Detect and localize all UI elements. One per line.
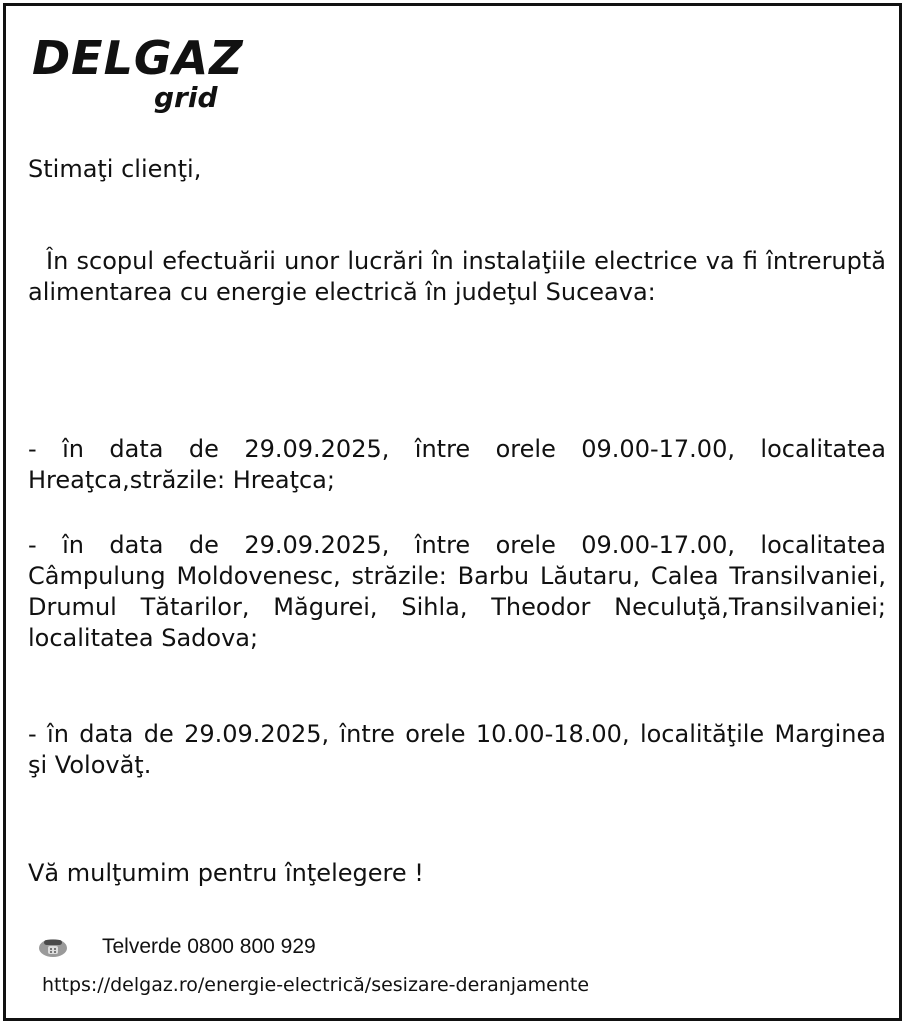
greeting: Stimaţi clienţi, bbox=[28, 155, 202, 183]
thank-you-line: Vă mulţumim pentru înţelegere ! bbox=[28, 859, 424, 887]
logo-wordmark: DELGAZ bbox=[32, 31, 244, 85]
phone-number: Telverde 0800 800 929 bbox=[102, 935, 316, 958]
outage-item-2: - în data de 29.09.2025, între orele 09.00-17.00, localitatea Câmpulung Moldovenesc, străzile: Barbu Lăutaru, Calea Transilvaniei, Drumul Tătarilor, Măgurei, Sihla, Theodor Neculuţă,Transilvaniei; localitatea Sadova; bbox=[28, 531, 886, 652]
intro-paragraph: În scopul efectuării unor lucrări în instalaţiile electrice va fi întreruptă alimentarea cu energie electrică în judeţul Suceava: bbox=[28, 247, 886, 306]
phone-row bbox=[38, 932, 316, 962]
report-outage-link[interactable]: https://delgaz.ro/energie-electrică/sesizare-deranjamente bbox=[42, 974, 590, 996]
logo-subtitle: grid bbox=[154, 81, 218, 114]
outage-item-1: - în data de 29.09.2025, între orele 09.00-17.00, localitatea Hreaţca,străzile: Hreaţca; bbox=[28, 435, 886, 494]
telephone-icon bbox=[38, 936, 68, 958]
delgaz-grid-logo bbox=[32, 32, 252, 122]
notice-frame bbox=[3, 3, 902, 1021]
outage-item-3: - în data de 29.09.2025, între orele 10.00-18.00, localităţile Marginea şi Volovăţ. bbox=[28, 720, 886, 779]
